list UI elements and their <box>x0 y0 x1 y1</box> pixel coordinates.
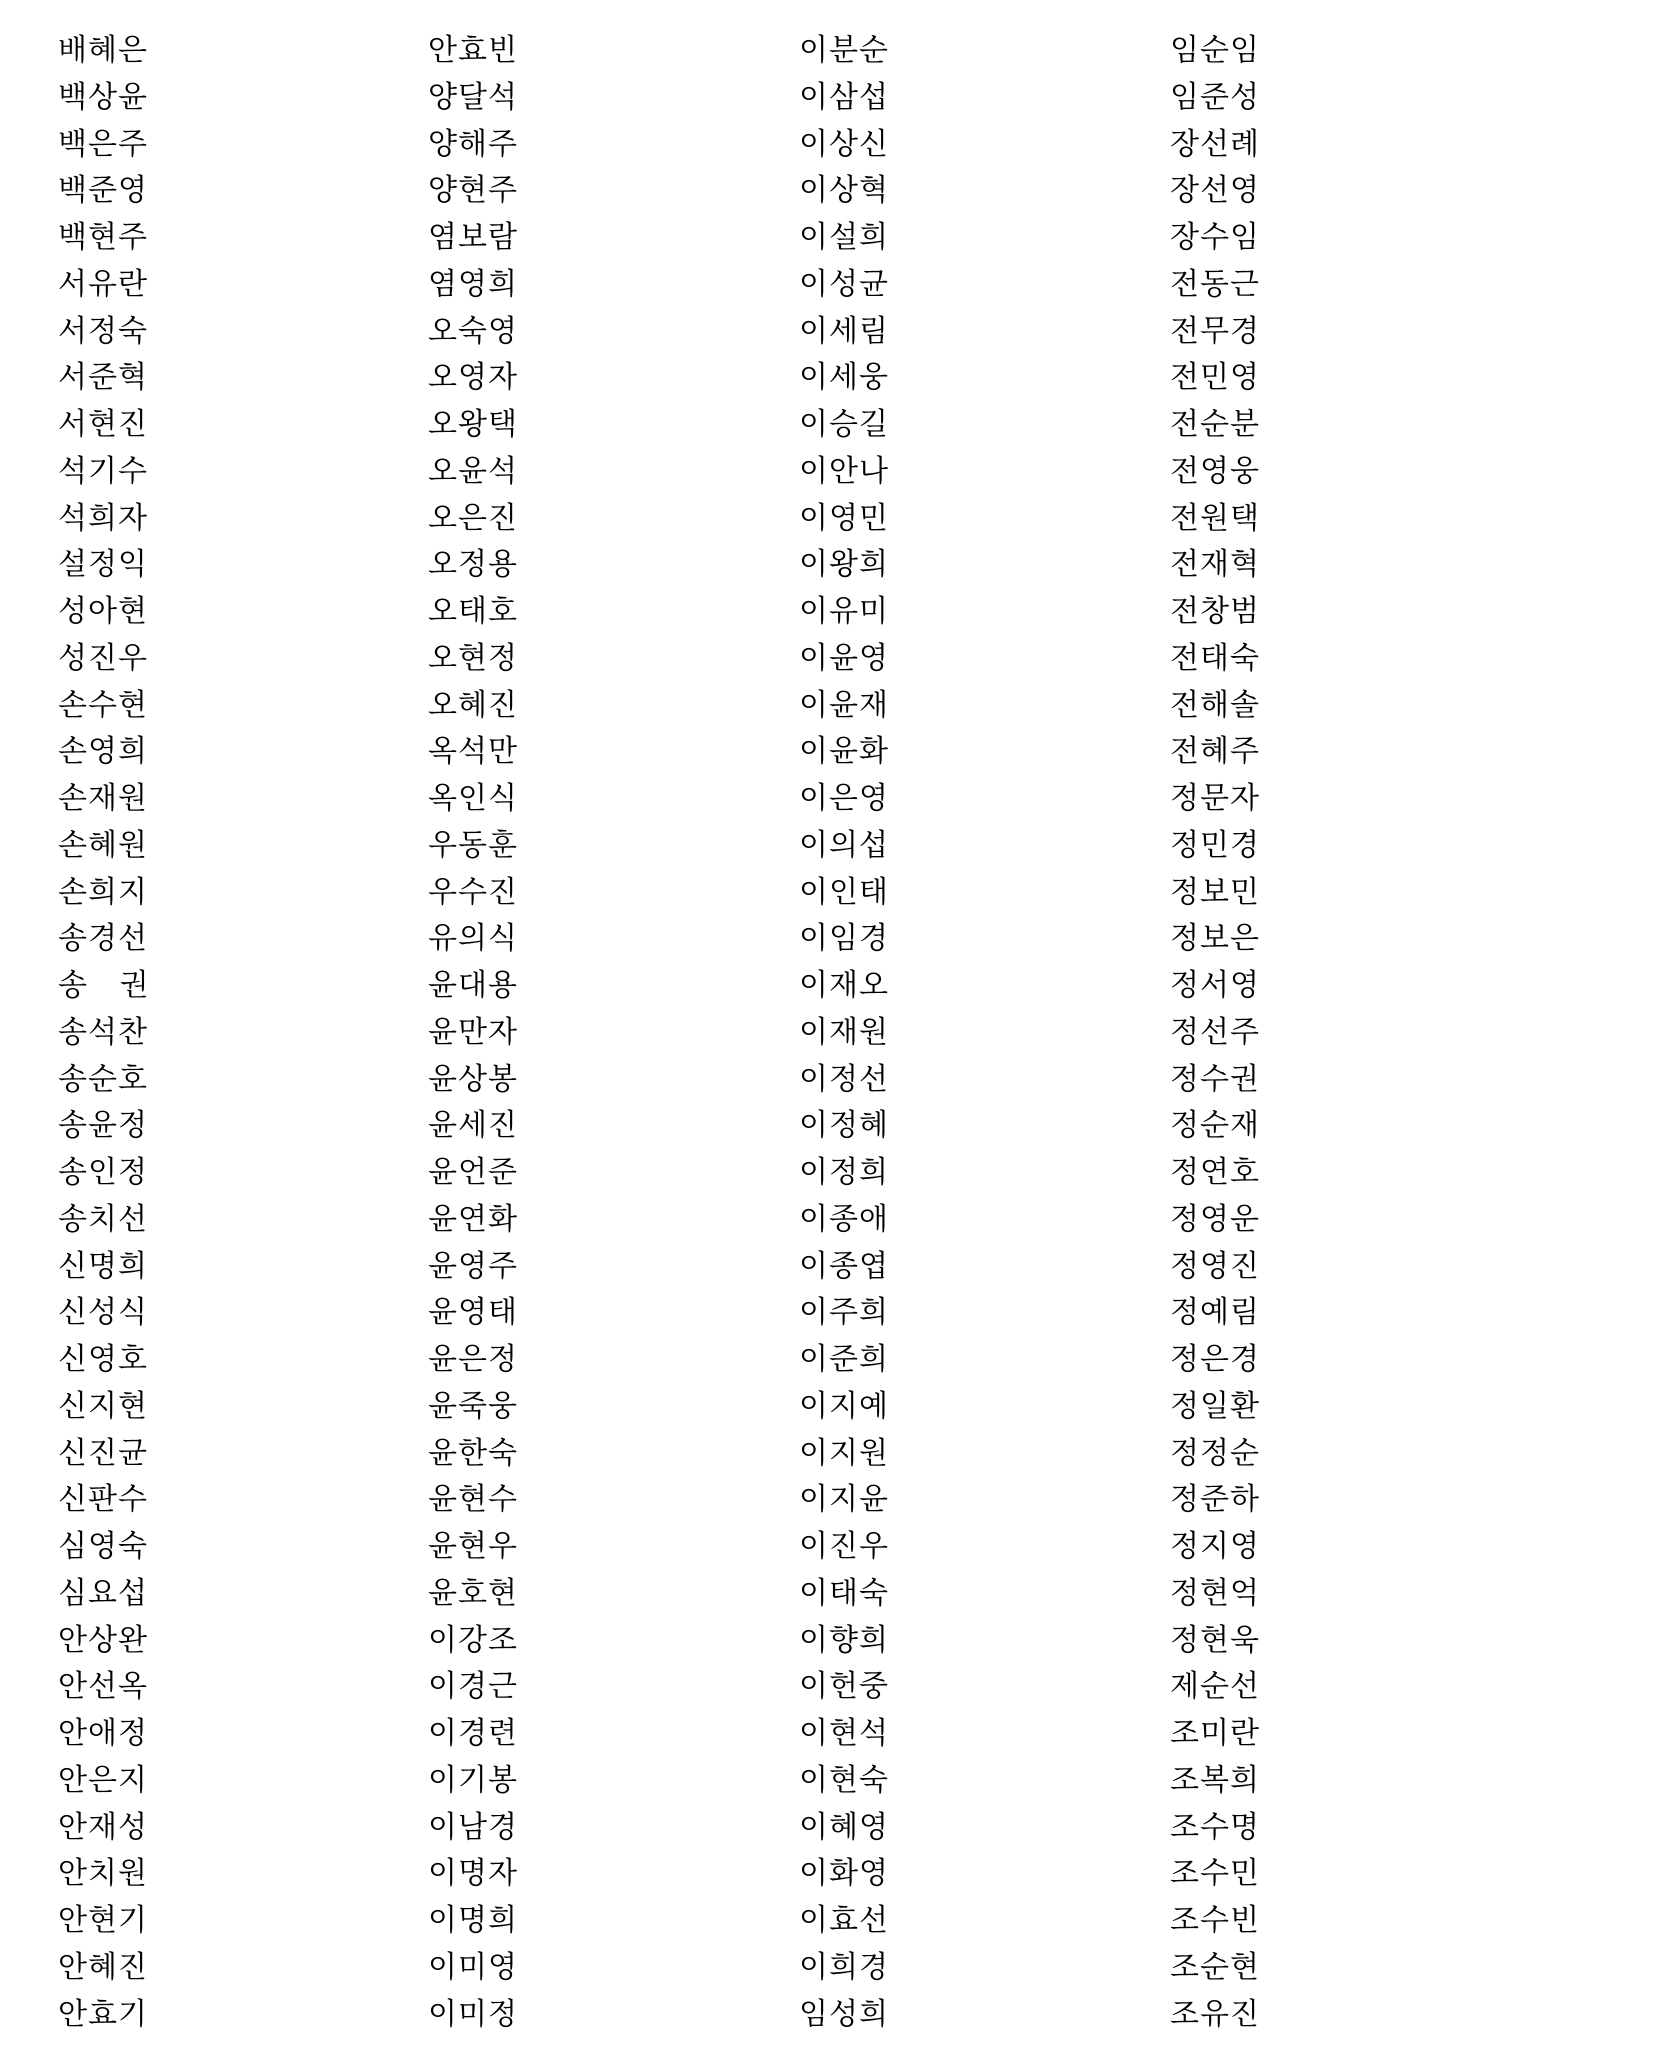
list-item: 장수임 <box>1170 220 1260 255</box>
list-item: 정현욱 <box>1170 1622 1260 1658</box>
list-item: 전원택 <box>1170 500 1260 536</box>
list-item: 이화영 <box>799 1856 889 1892</box>
list-item: 안상완 <box>58 1622 148 1658</box>
list-item: 윤한숙 <box>428 1435 518 1471</box>
list-item: 신명희 <box>58 1248 148 1284</box>
list-item: 염보람 <box>428 220 518 255</box>
list-item: 조순현 <box>1170 1949 1260 1985</box>
list-item: 정영운 <box>1170 1201 1260 1237</box>
name-column-1 <box>58 26 418 2036</box>
name-column-4 <box>1170 26 1530 2036</box>
list-item: 오윤석 <box>428 453 518 489</box>
list-item: 이정희 <box>799 1155 889 1190</box>
list-item: 이윤재 <box>799 687 889 723</box>
list-item: 백은주 <box>58 126 148 162</box>
list-item: 손혜원 <box>58 827 148 863</box>
list-item: 정문자 <box>1170 781 1260 816</box>
list-item: 송경선 <box>58 921 148 957</box>
list-item: 정예림 <box>1170 1295 1260 1331</box>
list-item: 이미영 <box>428 1949 518 1985</box>
list-item: 서현진 <box>58 407 148 442</box>
list-item: 전창범 <box>1170 594 1260 629</box>
list-item: 이인태 <box>799 874 889 910</box>
list-item: 양달석 <box>428 79 518 115</box>
list-item: 이남경 <box>428 1809 518 1845</box>
list-item: 이주희 <box>799 1295 889 1331</box>
list-item: 이현숙 <box>799 1762 889 1798</box>
list-item: 정준하 <box>1170 1482 1260 1518</box>
list-item: 안치원 <box>58 1856 148 1892</box>
list-item: 윤상봉 <box>428 1061 518 1097</box>
list-item: 윤죽웅 <box>428 1388 518 1424</box>
list-item: 성아현 <box>58 594 148 629</box>
list-item: 윤호현 <box>428 1575 518 1611</box>
list-item: 전동근 <box>1170 266 1260 302</box>
list-item: 이명희 <box>428 1903 518 1938</box>
list-item: 이경근 <box>428 1669 518 1705</box>
list-item: 안은지 <box>58 1762 148 1798</box>
list-item: 신판수 <box>58 1482 148 1518</box>
list-item: 오현정 <box>428 640 518 676</box>
list-item: 정지영 <box>1170 1529 1260 1564</box>
list-item: 조수빈 <box>1170 1903 1260 1938</box>
list-item: 이혜영 <box>799 1809 889 1845</box>
list-item: 이세웅 <box>799 360 889 396</box>
list-item: 이설희 <box>799 220 889 255</box>
list-item: 전무경 <box>1170 313 1260 349</box>
list-item: 이지원 <box>799 1435 889 1471</box>
list-item: 설정익 <box>58 547 148 583</box>
list-item: 윤언준 <box>428 1155 518 1190</box>
list-item: 석희자 <box>58 500 148 536</box>
list-item: 윤현우 <box>428 1529 518 1564</box>
list-item: 안혜진 <box>58 1949 148 1985</box>
list-item: 손재원 <box>58 781 148 816</box>
name-column-3 <box>799 26 1159 2036</box>
list-item: 정순재 <box>1170 1108 1260 1144</box>
list-item: 윤은정 <box>428 1342 518 1377</box>
list-item: 임성희 <box>799 1996 889 2032</box>
list-item: 이준희 <box>799 1342 889 1377</box>
list-item: 신성식 <box>58 1295 148 1331</box>
list-item: 이안나 <box>799 453 889 489</box>
list-item: 이태숙 <box>799 1575 889 1611</box>
list-item: 정수권 <box>1170 1061 1260 1097</box>
list-item: 안선옥 <box>58 1669 148 1705</box>
list-item: 안현기 <box>58 1903 148 1938</box>
list-item: 양해주 <box>428 126 518 162</box>
list-item: 이종애 <box>799 1201 889 1237</box>
list-item: 안재성 <box>58 1809 148 1845</box>
list-item: 이기봉 <box>428 1762 518 1798</box>
list-item: 정현억 <box>1170 1575 1260 1611</box>
list-item: 이재오 <box>799 968 889 1003</box>
list-item: 오왕택 <box>428 407 518 442</box>
list-item: 오정용 <box>428 547 518 583</box>
list-item: 서정숙 <box>58 313 148 349</box>
list-item: 조미란 <box>1170 1716 1260 1751</box>
list-item: 유의식 <box>428 921 518 957</box>
list-item: 안효빈 <box>428 33 518 68</box>
list-item: 전순분 <box>1170 407 1260 442</box>
list-item: 정민경 <box>1170 827 1260 863</box>
list-item: 정보은 <box>1170 921 1260 957</box>
list-item: 백상윤 <box>58 79 148 115</box>
list-item: 전혜주 <box>1170 734 1260 770</box>
list-item: 송순호 <box>58 1061 148 1097</box>
list-item: 이강조 <box>428 1622 518 1658</box>
list-item: 정선주 <box>1170 1014 1260 1050</box>
list-item: 이승길 <box>799 407 889 442</box>
list-item: 성진우 <box>58 640 148 676</box>
list-item: 장선례 <box>1170 126 1260 162</box>
list-item: 이영민 <box>799 500 889 536</box>
list-item: 염영희 <box>428 266 518 302</box>
list-item: 이진우 <box>799 1529 889 1564</box>
list-item: 신영호 <box>58 1342 148 1377</box>
list-item: 백준영 <box>58 173 148 209</box>
list-item: 손영희 <box>58 734 148 770</box>
list-item: 이분순 <box>799 33 889 68</box>
list-item: 이윤영 <box>799 640 889 676</box>
list-item: 이효선 <box>799 1903 889 1938</box>
list-item: 윤만자 <box>428 1014 518 1050</box>
list-item: 정정순 <box>1170 1435 1260 1471</box>
list-item: 심영숙 <box>58 1529 148 1564</box>
list-item: 이희경 <box>799 1949 889 1985</box>
list-item: 안애정 <box>58 1716 148 1751</box>
list-item: 송석찬 <box>58 1014 148 1050</box>
list-item: 장선영 <box>1170 173 1260 209</box>
list-item: 임순임 <box>1170 33 1260 68</box>
list-item: 송치선 <box>58 1201 148 1237</box>
list-item: 송윤정 <box>58 1108 148 1144</box>
list-item: 손희지 <box>58 874 148 910</box>
list-item: 오태호 <box>428 594 518 629</box>
list-item: 오숙영 <box>428 313 518 349</box>
list-item: 이은영 <box>799 781 889 816</box>
list-item: 심요섭 <box>58 1575 148 1611</box>
list-item: 제순선 <box>1170 1669 1260 1705</box>
list-item: 조수민 <box>1170 1856 1260 1892</box>
list-item: 손수현 <box>58 687 148 723</box>
list-item: 이재원 <box>799 1014 889 1050</box>
list-item: 이정선 <box>799 1061 889 1097</box>
list-item: 이의섭 <box>799 827 889 863</box>
list-item: 배혜은 <box>58 33 148 68</box>
list-item: 이상신 <box>799 126 889 162</box>
list-item: 조유진 <box>1170 1996 1260 2032</box>
list-item: 우수진 <box>428 874 518 910</box>
list-item: 서유란 <box>58 266 148 302</box>
list-item: 이윤화 <box>799 734 889 770</box>
list-item: 전재혁 <box>1170 547 1260 583</box>
list-item: 오혜진 <box>428 687 518 723</box>
list-item: 정일환 <box>1170 1388 1260 1424</box>
list-item: 이임경 <box>799 921 889 957</box>
list-item: 전민영 <box>1170 360 1260 396</box>
list-item: 오은진 <box>428 500 518 536</box>
list-item: 전해솔 <box>1170 687 1260 723</box>
list-item: 정연호 <box>1170 1155 1260 1190</box>
list-item: 윤현수 <box>428 1482 518 1518</box>
list-item: 조복희 <box>1170 1762 1260 1798</box>
list-item: 조수명 <box>1170 1809 1260 1845</box>
list-item: 백현주 <box>58 220 148 255</box>
list-item: 이정혜 <box>799 1108 889 1144</box>
list-item: 이헌중 <box>799 1669 889 1705</box>
list-item: 신진균 <box>58 1435 148 1471</box>
list-item: 이향희 <box>799 1622 889 1658</box>
list-item: 이현석 <box>799 1716 889 1751</box>
list-item: 오영자 <box>428 360 518 396</box>
list-item: 이미정 <box>428 1996 518 2032</box>
list-item: 윤영태 <box>428 1295 518 1331</box>
list-item: 정영진 <box>1170 1248 1260 1284</box>
list-item: 이경련 <box>428 1716 518 1751</box>
list-item: 송인정 <box>58 1155 148 1190</box>
list-item: 윤연화 <box>428 1201 518 1237</box>
list-item: 전태숙 <box>1170 640 1260 676</box>
list-item: 윤대용 <box>428 968 518 1003</box>
list-item: 임준성 <box>1170 79 1260 115</box>
list-item: 서준혁 <box>58 360 148 396</box>
list-item: 양현주 <box>428 173 518 209</box>
list-item: 윤세진 <box>428 1108 518 1144</box>
list-item: 옥인식 <box>428 781 518 816</box>
name-column-2 <box>428 26 788 2036</box>
list-item: 정보민 <box>1170 874 1260 910</box>
list-item: 정은경 <box>1170 1342 1260 1377</box>
list-item: 신지현 <box>58 1388 148 1424</box>
list-item: 이상혁 <box>799 173 889 209</box>
list-item: 우동훈 <box>428 827 518 863</box>
list-item: 윤영주 <box>428 1248 518 1284</box>
list-item: 이지예 <box>799 1388 889 1424</box>
list-item: 이성균 <box>799 266 889 302</box>
list-item: 전영웅 <box>1170 453 1260 489</box>
list-item: 이왕희 <box>799 547 889 583</box>
list-item: 송 권 <box>58 968 150 1003</box>
list-item: 정서영 <box>1170 968 1260 1003</box>
list-item: 안효기 <box>58 1996 148 2032</box>
list-item: 이유미 <box>799 594 889 629</box>
list-item: 석기수 <box>58 453 148 489</box>
list-item: 이종엽 <box>799 1248 889 1284</box>
list-item: 이지윤 <box>799 1482 889 1518</box>
list-item: 이세림 <box>799 313 889 349</box>
list-item: 옥석만 <box>428 734 518 770</box>
list-item: 이삼섭 <box>799 79 889 115</box>
list-item: 이명자 <box>428 1856 518 1892</box>
